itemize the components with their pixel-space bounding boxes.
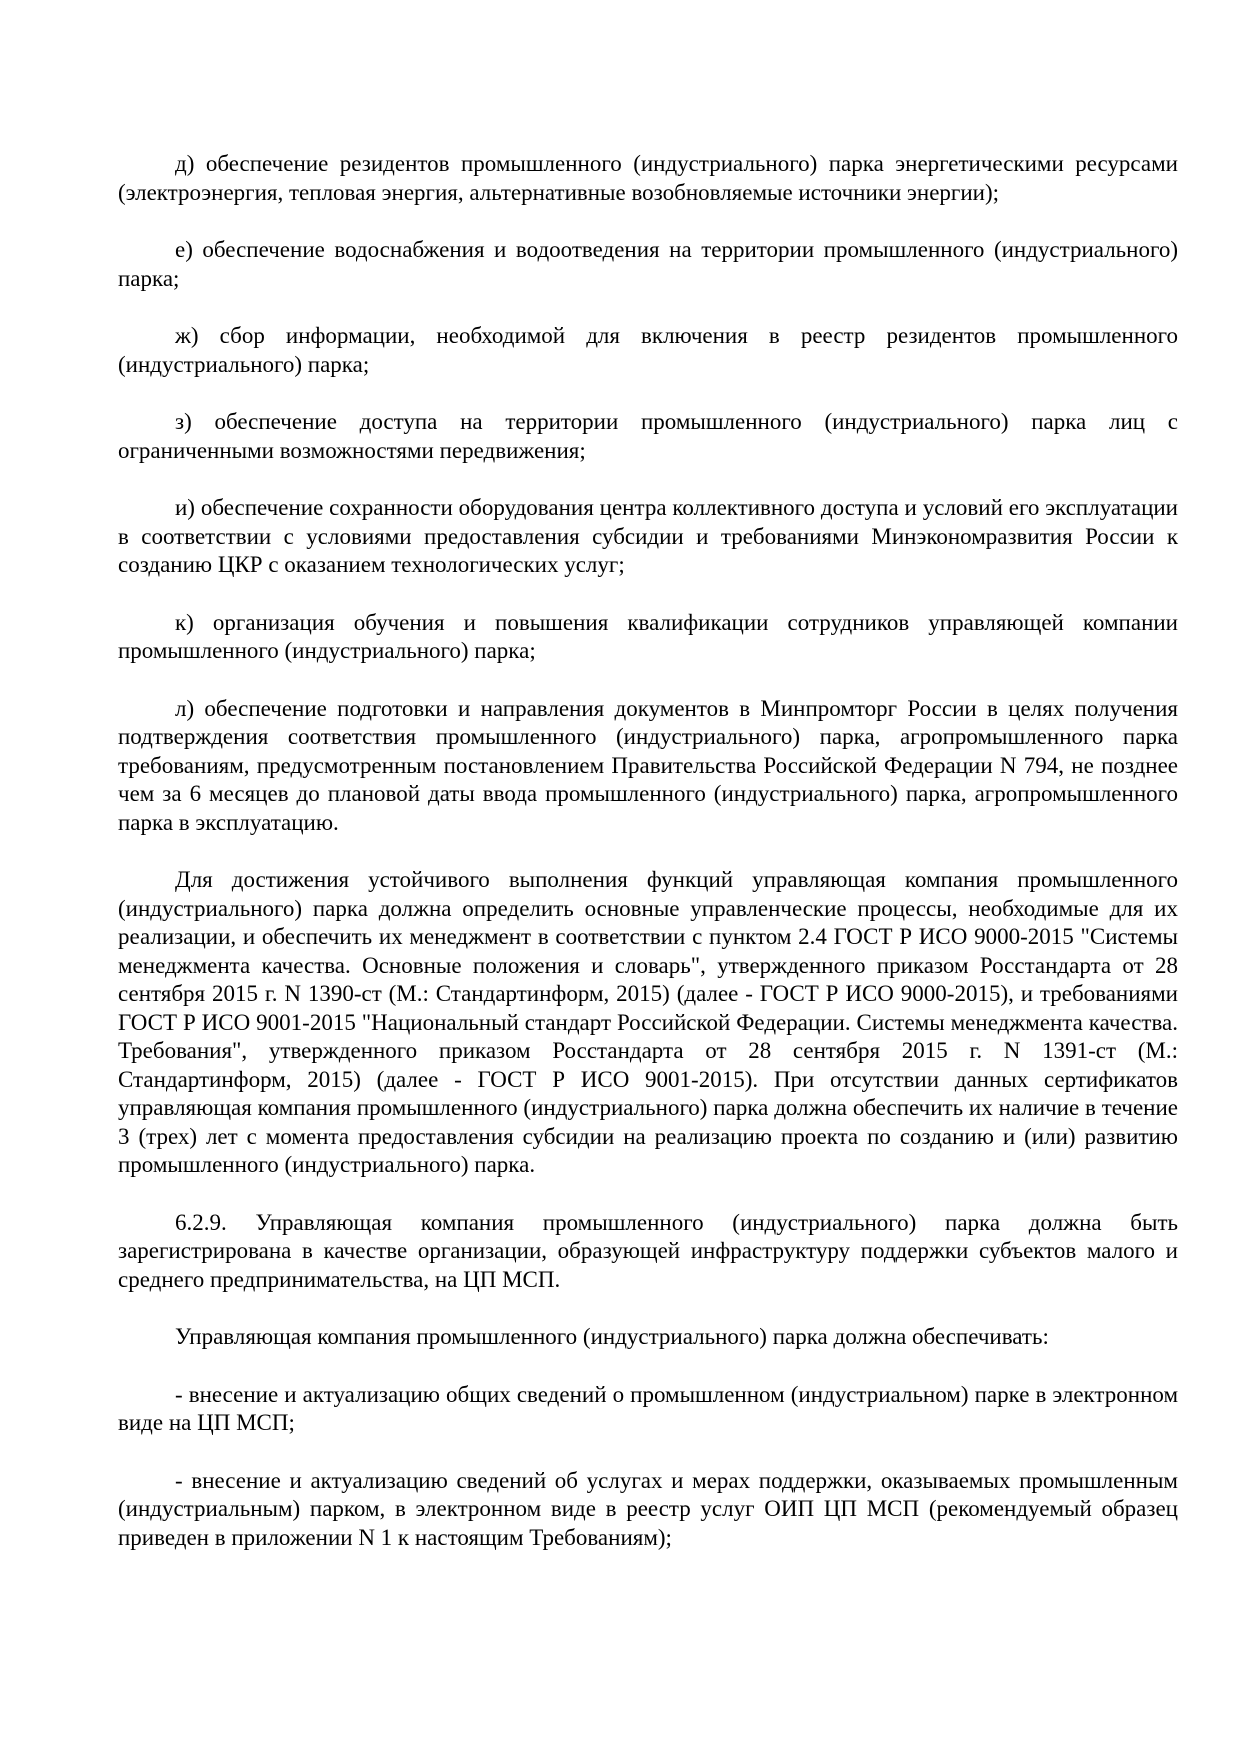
paragraph-6-2-9-registration: 6.2.9. Управляющая компания промышленного (индустриального) парка должна быть зарегистрирована в качестве организации, образующей инфраструктуру поддержки субъектов малого и среднего предпринимательства, на ЦП МСП. bbox=[118, 1209, 1178, 1292]
list-item-services-registry: - внесение и актуализацию сведений об услугах и мерах поддержки, оказываемых промышленным (индустриальным) парком, в электронном виде в реестр услуг ОИП ЦП МСП (рекомендуемый образец приведен в приложении N 1 к настоящим Требованиям); bbox=[118, 1467, 1178, 1550]
paragraph-zh-resident-registry: ж) сбор информации, необходимой для включения в реестр резидентов промышленного (индустриального) парка; bbox=[118, 323, 1178, 377]
paragraph-obligations-intro: Управляющая компания промышленного (индустриального) парка должна обеспечивать: bbox=[175, 1324, 1049, 1349]
paragraph-i-equipment-safety: и) обеспечение сохранности оборудования центра коллективного доступа и условий его эксплуатации в соответствии с условиями предоставления субсидии и требованиями Минэкономразвития России к созданию ЦКР с оказанием технологических услуг; bbox=[118, 495, 1178, 577]
paragraph-z-accessibility: з) обеспечение доступа на территории промышленного (индустриального) парка лиц с ограниченными возможностями передвижения; bbox=[118, 409, 1178, 463]
paragraph-management-processes: Для достижения устойчивого выполнения функций управляющая компания промышленного (индустриального) парка должна определить основные управленческие процессы, необходимые для их реализации, и обеспечить их менеджмент в соответствии с пунктом 2.4 ГОСТ Р ИСО 9000-2015 "Системы менеджмента качества. Основные положения и словарь", утвержденного приказом Росстандарта от 28 сентября 2015 г. N 1390-ст (М.: Стандартинформ, 2015) (далее - ГОСТ Р ИСО 9000-2015), и требованиями ГОСТ Р ИСО 9001-2015 "Национальный стандарт Российской Федерации. Системы менеджмента качества. Требования", утвержденного приказом Росстандарта от 28 сентября 2015 г. N 1391-ст (М.: Стандартинформ, 2015) (далее - ГОСТ Р ИСО 9001-2015). При отсутствии данных сертификатов управляющая компания промышленного (индустриального) парка должна обеспечить их наличие в течение 3 (трех) лет с момента предоставления субсидии на реализацию проекта по созданию и (или) развитию промышленного (индустриального) парка. bbox=[118, 867, 1178, 1177]
paragraph-k-staff-training: к) организация обучения и повышения квалификации сотрудников управляющей компании промышленного (индустриального) парка; bbox=[118, 609, 1178, 663]
document-page bbox=[118, 150, 1178, 1581]
list-item-general-info: - внесение и актуализацию общих сведений о промышленном (индустриальном) парке в электронном виде на ЦП МСП; bbox=[118, 1381, 1178, 1435]
paragraph-d-energy-resources: д) обеспечение резидентов промышленного (индустриального) парка энергетическими ресурсами (электроэнергия, тепловая энергия, альтернативные возобновляемые источники энергии); bbox=[118, 151, 1178, 205]
paragraph-l-compliance-documents: л) обеспечение подготовки и направления документов в Минпромторг России в целях получения подтверждения соответствия промышленного (индустриального) парка, агропромышленного парка требованиям, предусмотренным постановлением Правительства Российской Федерации N 794, не позднее чем за 6 месяцев до плановой даты ввода промышленного (индустриального) парка, агропромышленного парка в эксплуатацию. bbox=[118, 695, 1178, 835]
paragraph-e-water-supply: е) обеспечение водоснабжения и водоотведения на территории промышленного (индустриального) парка; bbox=[118, 237, 1178, 291]
